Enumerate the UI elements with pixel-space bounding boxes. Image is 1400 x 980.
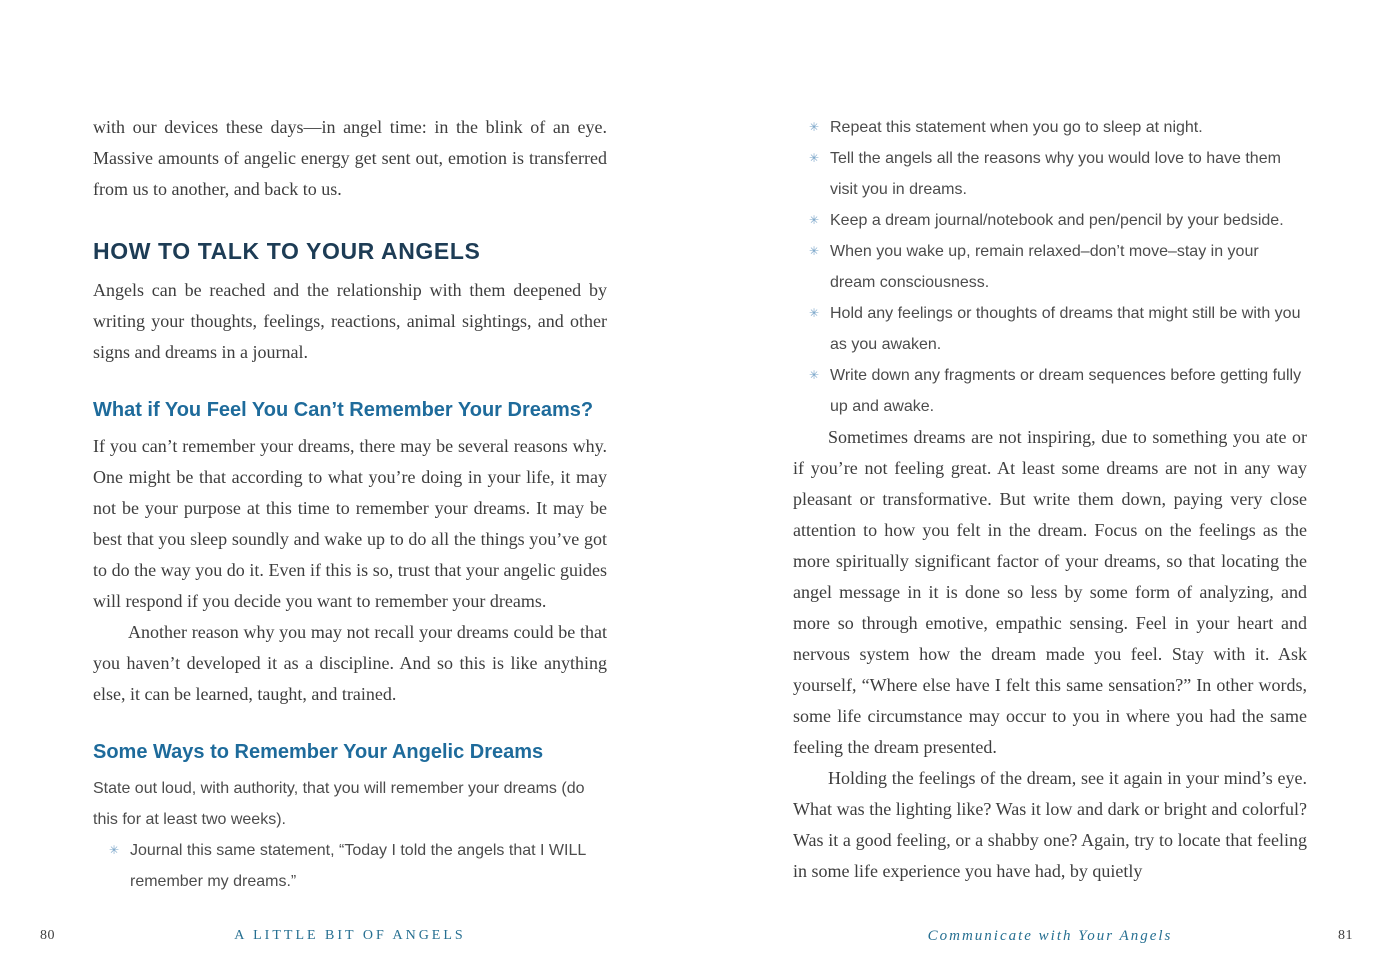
list-item xyxy=(793,143,1307,205)
asterisk-bullet-icon: ✳ xyxy=(809,213,820,227)
subheading-ways-to-remember: Some Ways to Remember Your Angelic Dreams xyxy=(93,741,544,763)
left-paragraph-2: Another reason why you may not recall your dreams could be that you haven’t developed it as a discipline. And so this is like anything else, it can be learned, taught, and trained. xyxy=(93,622,607,704)
list-item xyxy=(793,298,1307,360)
asterisk-bullet-icon: ✳ xyxy=(809,244,820,258)
list-item-text: Journal this same statement, “Today I told the angels that I WILL remember my dreams.” xyxy=(130,842,586,890)
list-item-text: Repeat this statement when you go to sleep at night. xyxy=(830,119,1203,136)
right-paragraph-2: Holding the feelings of the dream, see it again in your mind’s eye. What was the lighting like? Was it low and dark or bright and colorful? Was it a good feeling, or a shabby one? Again, try to locate that feeling in some life experience you have had, by quietly xyxy=(793,768,1307,881)
list-item-text: Keep a dream journal/notebook and pen/pencil by your bedside. xyxy=(830,212,1284,229)
asterisk-bullet-icon: ✳ xyxy=(109,843,120,857)
section-heading: HOW TO TALK TO YOUR ANGELS xyxy=(93,238,481,264)
left-intro-paragraph: with our devices these days—in angel time: in the blink of an eye. Massive amounts of angelic energy get sent out, emotion is transferred from us to another, and back to us. xyxy=(93,117,607,199)
list-item-text: When you wake up, remain relaxed–don’t move–stay in your dream consciousness. xyxy=(830,243,1259,291)
list-item xyxy=(793,360,1307,422)
section-paragraph: Angels can be reached and the relationship with them deepened by writing your thoughts, feelings, reactions, animal sightings, and other signs and dreams in a journal. xyxy=(93,280,607,362)
subheading-cant-remember-dreams: What if You Feel You Can’t Remember Your Dreams? xyxy=(93,399,594,421)
list-item-text: Write down any fragments or dream sequences before getting fully up and awake. xyxy=(830,367,1302,415)
list-item xyxy=(793,112,1307,143)
list-item-text: Tell the angels all the reasons why you would love to have them visit you in dreams. xyxy=(830,150,1281,198)
right-page xyxy=(793,112,1307,887)
asterisk-bullet-icon: ✳ xyxy=(809,151,820,165)
asterisk-bullet-icon: ✳ xyxy=(809,120,820,134)
list-item-text: Hold any feelings or thoughts of dreams that might still be with you as you awaken. xyxy=(830,305,1301,353)
right-paragraph-1: Sometimes dreams are not inspiring, due to something you ate or if you’re not feeling great. At least some dreams are not in any way pleasant or transformative. But write them down, paying very close attention to how you felt in the dream. Focus on the feelings as the more spiritually significant factor of your dreams, so that locating the angel message in it is done so less by some form of analyzing, and more so through emotive, empathic sensing. Feel in your heart and nervous system how the dream made you feel. Stay with it. Ask yourself, “Where else have I felt this same sensation?” In other words, some life circumstance may occur to you in where you had the same feeling the dream presented. xyxy=(793,427,1307,757)
left-bullet-list xyxy=(93,835,607,897)
right-bullet-list xyxy=(793,112,1307,422)
asterisk-bullet-icon: ✳ xyxy=(809,368,820,382)
left-page xyxy=(93,112,607,897)
left-paragraph-1: If you can’t remember your dreams, there may be several reasons why. One might be that according to what you’re doing in your life, it may not be your purpose at this time to remember your dreams. It may be best that you sleep soundly and wake up to do all the things you’ve got to do the way you do it. Even if this is so, trust that your angelic guides will respond if you decide you want to remember your dreams. xyxy=(93,436,607,611)
asterisk-bullet-icon: ✳ xyxy=(809,306,820,320)
list-item xyxy=(793,205,1307,236)
right-page-number: 81 xyxy=(1338,928,1353,943)
right-running-footer: Communicate with Your Angels xyxy=(927,928,1173,944)
list-item xyxy=(93,835,607,897)
left-running-footer: A LITTLE BIT OF ANGELS xyxy=(234,928,466,943)
left-page-number: 80 xyxy=(40,928,55,943)
list-item xyxy=(793,236,1307,298)
list-intro-paragraph: State out loud, with authority, that you will remember your dreams (do this for at least two weeks). xyxy=(93,780,585,828)
